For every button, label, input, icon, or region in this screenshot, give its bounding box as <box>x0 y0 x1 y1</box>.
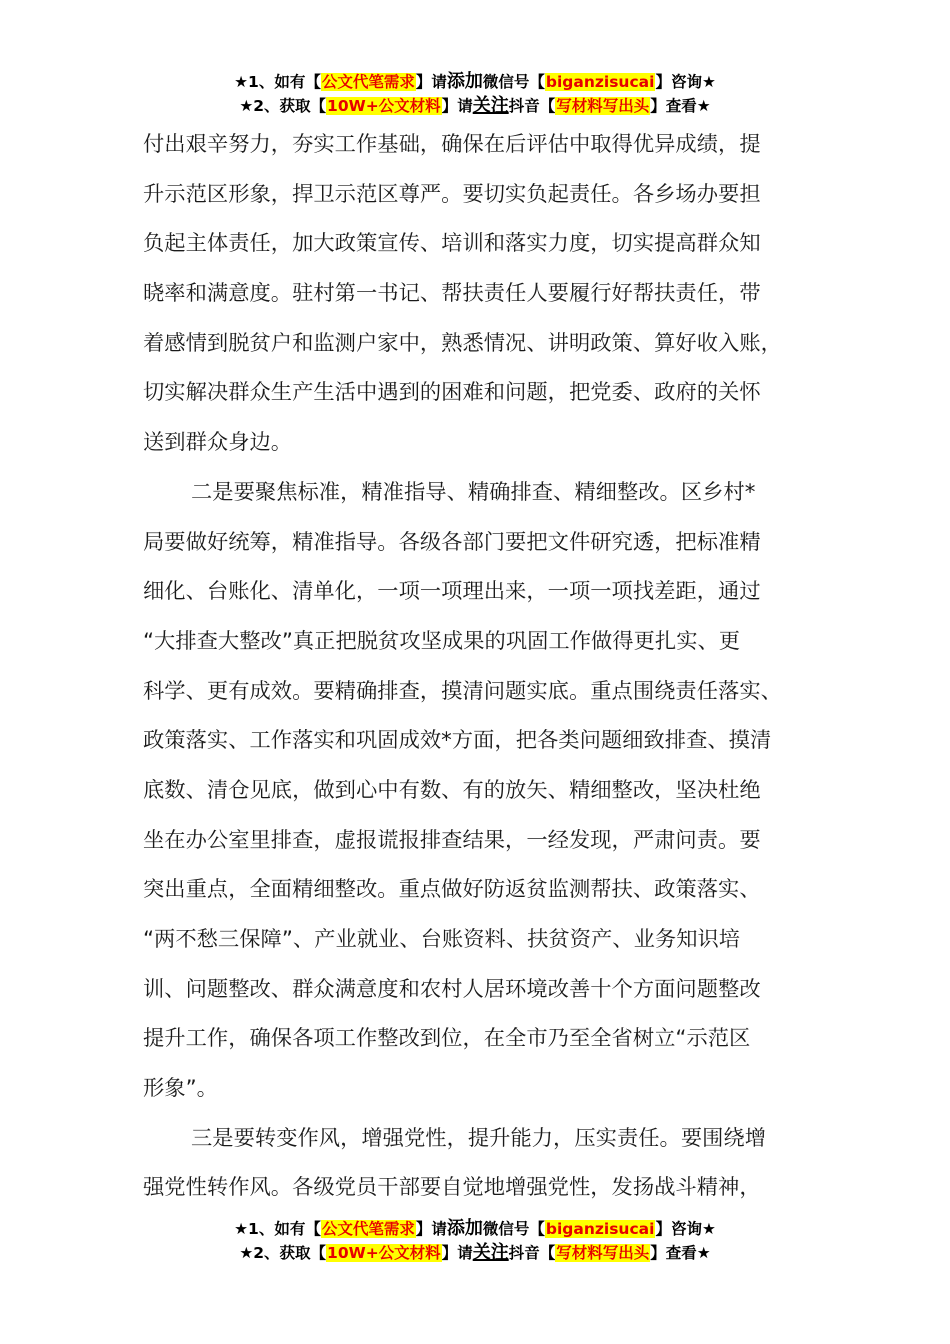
banner-highlight: 公文代笔需求 <box>321 73 415 91</box>
banner-text: 抖音【 <box>508 1244 556 1262</box>
text-line: 负起主体责任，加大政策宣传、培训和落实力度，切实提高群众知 <box>143 231 761 257</box>
banner-text: 】咨询★ <box>655 73 716 91</box>
banner-text: 】查看★ <box>650 97 711 115</box>
document-body <box>143 120 823 1213</box>
banner-highlight: 公文代笔需求 <box>321 1220 415 1238</box>
text-line: “两不愁三保障”、产业就业、台账资料、扶贫资产、业务知识培 <box>143 927 741 952</box>
banner-line-1 <box>0 70 950 94</box>
text-line: 付出艰辛努力，夯实工作基础，确保在后评估中取得优异成绩，提 <box>143 132 761 157</box>
banner-text: ★2、获取【 <box>239 97 327 115</box>
banner-emphasis: 添加 <box>446 1218 483 1239</box>
banner-text: 抖音【 <box>508 97 556 115</box>
banner-highlight: 10W+公文材料 <box>327 97 441 115</box>
paragraph-start-line: 二是要聚焦标准，精准指导、精确排查、精细整改。区乡村* <box>191 479 756 505</box>
banner-douyin-account: 写材料写出头 <box>556 97 650 115</box>
text-line: 送到群众身边。 <box>143 430 293 456</box>
banner-text: 微信号【 <box>482 73 545 91</box>
banner-emphasis: 添加 <box>446 71 483 92</box>
banner-text: 】查看★ <box>650 1244 711 1262</box>
text-line: “大排查大整改”真正把脱贫攻坚成果的巩固工作做得更扎实、更 <box>143 628 741 654</box>
banner-text: 】请 <box>441 1244 473 1262</box>
banner-text: 】请 <box>441 97 473 115</box>
text-line: 强党性转作风。各级党员干部要自觉地增强党性，发扬战斗精神， <box>143 1175 761 1201</box>
banner-text: ★2、获取【 <box>239 1244 327 1262</box>
banner-line-2 <box>0 94 950 118</box>
banner-wechat-id: biganzisucai <box>545 1220 655 1238</box>
banner-text: ★1、如有【 <box>234 73 321 91</box>
banner-text: ★1、如有【 <box>234 1220 321 1238</box>
banner-line-2 <box>0 1241 950 1265</box>
text-line: 科学、更有成效。要精确排查，摸清问题实底。重点围绕责任落实、 <box>143 678 782 704</box>
text-line: 训、问题整改、群众满意度和农村人居环境改善十个方面问题整改 <box>143 976 761 1002</box>
text-line: 细化、台账化、清单化，一项一项理出来，一项一项找差距，通过 <box>143 579 761 605</box>
text-line: 底数、清仓见底，做到心中有数、有的放矢、精细整改，坚决杜绝 <box>143 777 761 803</box>
banner-text: 】咨询★ <box>655 1220 716 1238</box>
banner-wechat-id: biganzisucai <box>545 73 655 91</box>
text-line: 提升工作，确保各项工作整改到位，在全市乃至全省树立“示范区 <box>143 1026 751 1052</box>
text-line: 坐在办公室里排查，虚报谎报排查结果，一经发现，严肃问责。要 <box>143 827 761 853</box>
top-banner <box>0 70 950 118</box>
text-line: 切实解决群众生产生活中遇到的困难和问题，把党委、政府的关怀 <box>143 380 761 406</box>
banner-emphasis: 关注 <box>472 1242 509 1263</box>
paragraph-start-line: 三是要转变作风，增强党性，提升能力，压实责任。要围绕增 <box>191 1125 767 1151</box>
text-line: 突出重点，全面精细整改。重点做好防返贫监测帮扶、政策落实、 <box>143 877 761 903</box>
bottom-banner <box>0 1217 950 1265</box>
text-line: 升示范区形象，捍卫示范区尊严。要切实负起责任。各乡场办要担 <box>143 181 761 207</box>
banner-line-1 <box>0 1217 950 1241</box>
banner-highlight: 10W+公文材料 <box>327 1244 441 1262</box>
text-line: 形象”。 <box>143 1076 218 1102</box>
banner-text: 】请 <box>415 1220 447 1238</box>
banner-text: 微信号【 <box>482 1220 545 1238</box>
banner-text: 】请 <box>415 73 447 91</box>
text-line: 着感情到脱贫户和监测户家中，熟悉情况、讲明政策、算好收入账， <box>143 330 782 356</box>
text-line: 政策落实、工作落实和巩固成效*方面，把各类问题细致排查、摸清 <box>143 728 772 754</box>
text-line: 晓率和满意度。驻村第一书记、帮扶责任人要履行好帮扶责任，带 <box>143 281 761 307</box>
text-line: 局要做好统筹，精准指导。各级各部门要把文件研究透，把标准精 <box>143 529 761 555</box>
banner-douyin-account: 写材料写出头 <box>556 1244 650 1262</box>
banner-emphasis: 关注 <box>472 95 509 116</box>
